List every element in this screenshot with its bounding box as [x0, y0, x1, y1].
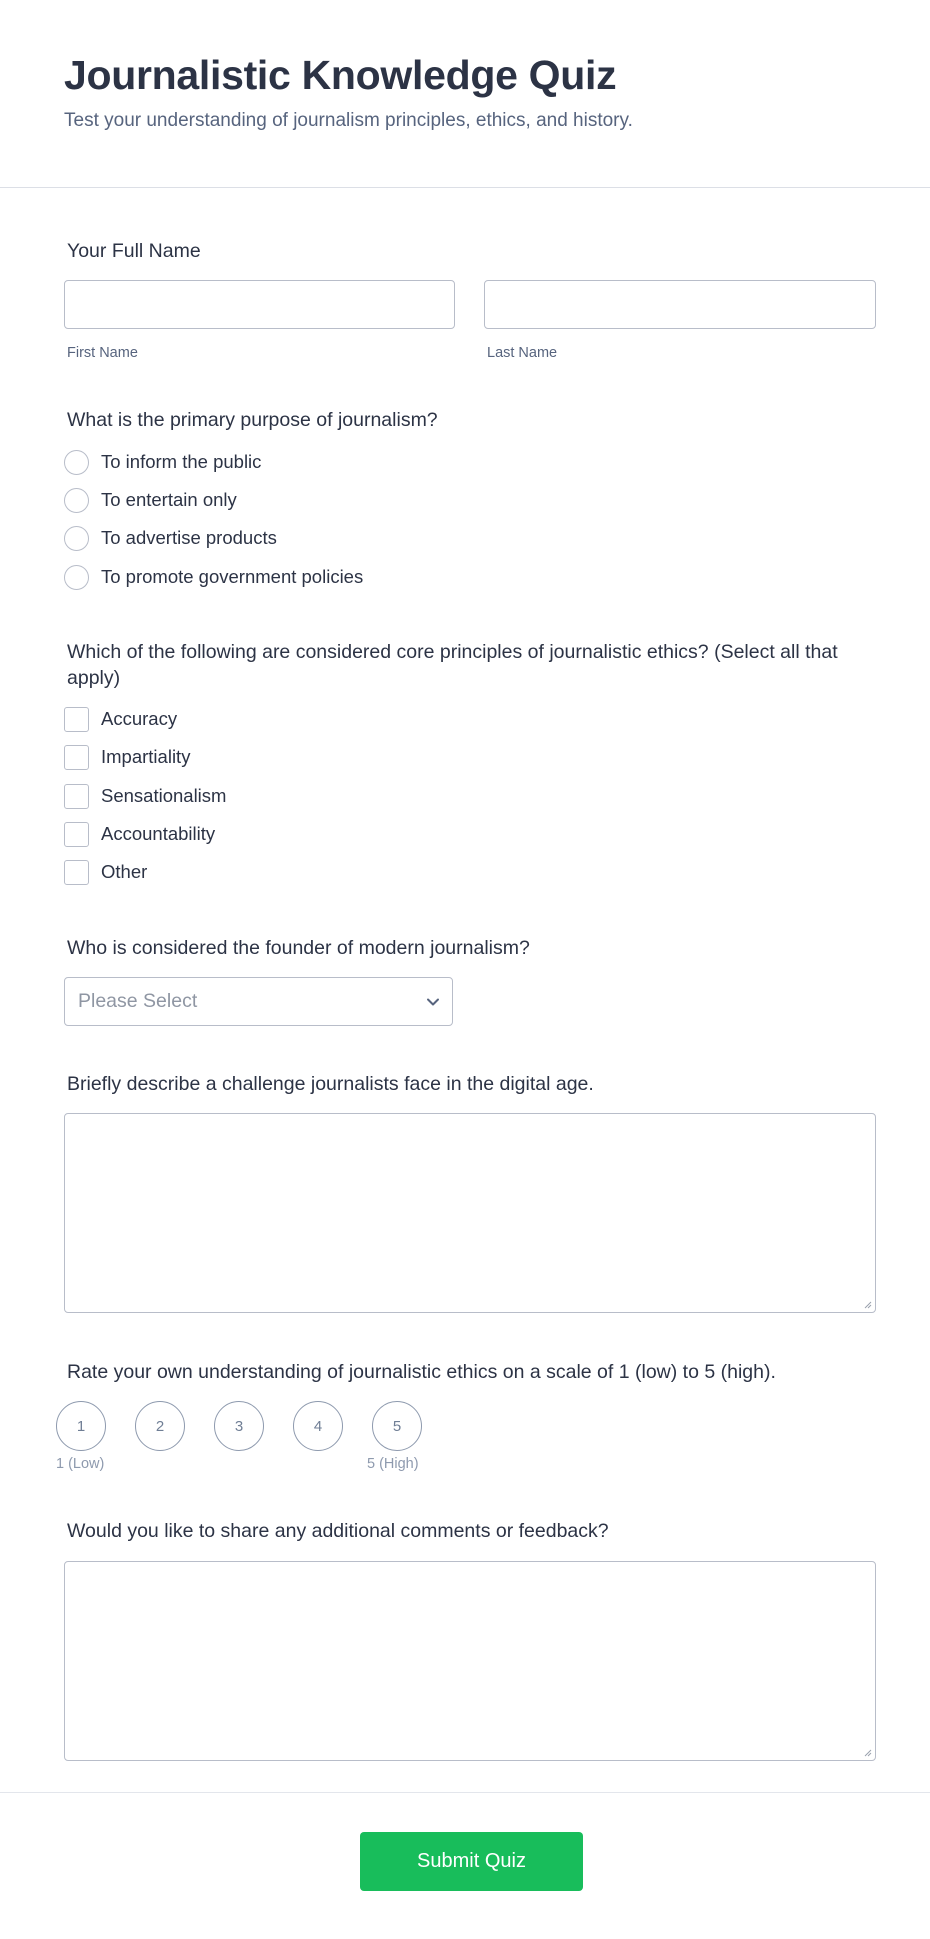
radio-button[interactable] [64, 565, 89, 590]
rating-option[interactable]: 1 [56, 1401, 106, 1451]
rating-option[interactable]: 5 [372, 1401, 422, 1451]
purpose-question-label: What is the primary purpose of journalism? [67, 409, 438, 431]
checkbox[interactable] [64, 707, 89, 732]
form-subtitle: Test your understanding of journalism principles, ethics, and history. [64, 110, 633, 131]
form-header [0, 0, 930, 188]
purpose-option[interactable] [64, 525, 277, 551]
ethics-option[interactable] [64, 744, 190, 770]
rating-option[interactable]: 3 [214, 1401, 264, 1451]
challenge-question-label: Briefly describe a challenge journalists face in the digital age. [67, 1073, 594, 1095]
resize-grip-icon[interactable] [862, 1747, 872, 1757]
ethics-option-label: Other [101, 861, 148, 882]
founder-select-value: Please Select [78, 990, 198, 1012]
checkbox[interactable] [64, 784, 89, 809]
checkbox[interactable] [64, 822, 89, 847]
purpose-option-label: To inform the public [101, 451, 262, 472]
purpose-option-label: To entertain only [101, 489, 237, 510]
comments-question-label: Would you like to share any additional comments or feedback? [67, 1520, 609, 1542]
resize-grip-icon[interactable] [862, 1299, 872, 1309]
ethics-option-label: Accountability [101, 823, 216, 844]
radio-button[interactable] [64, 488, 89, 513]
purpose-option-label: To advertise products [101, 527, 277, 548]
ethics-option[interactable] [64, 821, 215, 847]
rating-option[interactable]: 2 [135, 1401, 185, 1451]
comments-textarea[interactable] [64, 1561, 876, 1761]
checkbox[interactable] [64, 860, 89, 885]
ethics-option[interactable] [64, 783, 226, 809]
challenge-textarea[interactable] [64, 1113, 876, 1313]
radio-button[interactable] [64, 526, 89, 551]
first-name-input[interactable] [64, 280, 455, 329]
checkbox[interactable] [64, 745, 89, 770]
first-name-sublabel: First Name [67, 345, 138, 361]
rating-option[interactable]: 4 [293, 1401, 343, 1451]
purpose-option[interactable] [64, 564, 363, 590]
ethics-option-label: Impartiality [101, 746, 191, 767]
ethics-option[interactable] [64, 706, 177, 732]
chevron-down-icon [424, 993, 442, 1011]
founder-question-label: Who is considered the founder of modern journalism? [67, 937, 530, 959]
purpose-option[interactable] [64, 487, 237, 513]
ethics-option[interactable] [64, 859, 147, 885]
ethics-question-label: Which of the following are considered core principles of journalistic ethics? (Select all that apply) [67, 641, 838, 689]
submit-quiz-button[interactable]: Submit Quiz [360, 1832, 583, 1891]
radio-button[interactable] [64, 450, 89, 475]
rating-high-caption: 5 (High) [367, 1456, 419, 1472]
full-name-label: Your Full Name [67, 240, 201, 262]
purpose-option[interactable] [64, 449, 261, 475]
last-name-sublabel: Last Name [487, 345, 558, 361]
form-footer [0, 1792, 930, 1939]
rating-low-caption: 1 (Low) [56, 1456, 105, 1472]
rating-question-label: Rate your own understanding of journalistic ethics on a scale of 1 (low) to 5 (high). [67, 1361, 776, 1383]
ethics-option-label: Sensationalism [101, 785, 227, 806]
purpose-option-label: To promote government policies [101, 566, 364, 587]
form-title: Journalistic Knowledge Quiz [64, 52, 617, 98]
last-name-input[interactable] [484, 280, 876, 329]
ethics-option-label: Accuracy [101, 708, 178, 729]
founder-select[interactable] [64, 977, 453, 1026]
